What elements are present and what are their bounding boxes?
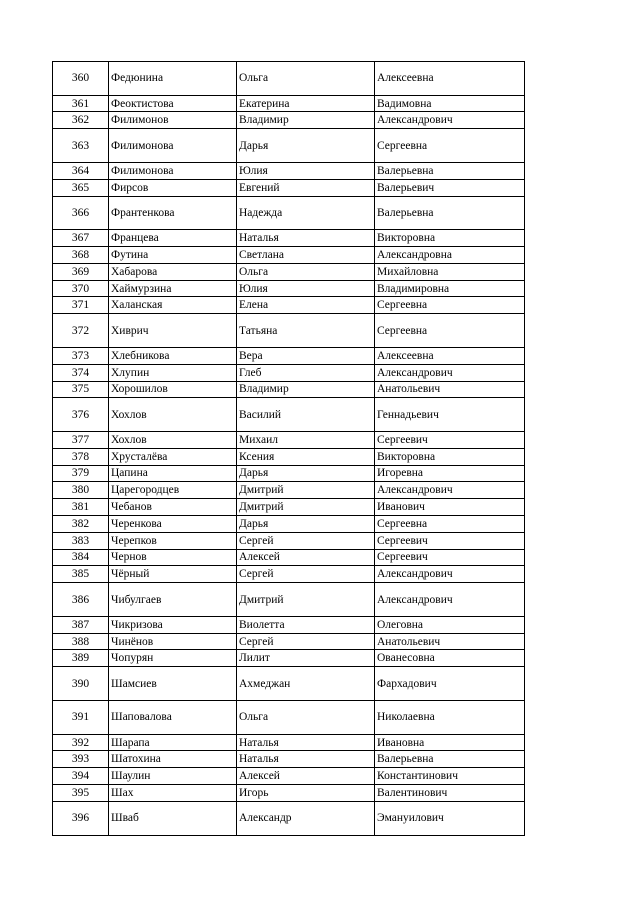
surname-cell: Шамсиев [109,667,237,701]
first-name-cell: Ольга [237,700,375,734]
row-number-cell: 365 [53,179,109,196]
table-row [53,482,525,499]
surname-cell: Хабарова [109,263,237,280]
table-row [53,448,525,465]
patronymic-cell: Николаевна [375,700,525,734]
first-name-cell: Ольга [237,263,375,280]
patronymic-cell: Игоревна [375,465,525,482]
row-number-cell: 374 [53,364,109,381]
surname-cell: Чинёнов [109,633,237,650]
surname-cell: Цапина [109,465,237,482]
first-name-cell: Виолетта [237,616,375,633]
patronymic-cell: Валерьевна [375,751,525,768]
row-number-cell: 364 [53,162,109,179]
row-number-cell: 386 [53,583,109,617]
surname-cell: Франтенкова [109,196,237,230]
first-name-cell: Василий [237,398,375,432]
patronymic-cell: Александрович [375,364,525,381]
table-row [53,432,525,449]
table-row [53,280,525,297]
row-number-cell: 372 [53,314,109,348]
row-number-cell: 379 [53,465,109,482]
patronymic-cell: Владимировна [375,280,525,297]
patronymic-cell: Ивановна [375,734,525,751]
patronymic-cell: Викторовна [375,448,525,465]
surname-cell: Шатохина [109,751,237,768]
patronymic-cell: Алексеевна [375,62,525,96]
surname-cell: Чопурян [109,650,237,667]
table-row [53,347,525,364]
table-row [53,398,525,432]
patronymic-cell: Сергеевич [375,432,525,449]
table-row [53,785,525,802]
row-number-cell: 394 [53,768,109,785]
table-row [53,95,525,112]
table-row [53,633,525,650]
patronymic-cell: Михайловна [375,263,525,280]
table-row [53,230,525,247]
row-number-cell: 395 [53,785,109,802]
row-number-cell: 361 [53,95,109,112]
row-number-cell: 377 [53,432,109,449]
first-name-cell: Сергей [237,633,375,650]
table-row [53,734,525,751]
row-number-cell: 396 [53,801,109,835]
names-table-body [53,62,525,836]
patronymic-cell: Александровна [375,247,525,264]
first-name-cell: Евгений [237,179,375,196]
first-name-cell: Елена [237,297,375,314]
first-name-cell: Дарья [237,465,375,482]
row-number-cell: 391 [53,700,109,734]
patronymic-cell: Сергеевич [375,549,525,566]
first-name-cell: Михаил [237,432,375,449]
row-number-cell: 362 [53,112,109,129]
first-name-cell: Владимир [237,112,375,129]
table-row [53,499,525,516]
first-name-cell: Дмитрий [237,583,375,617]
row-number-cell: 390 [53,667,109,701]
surname-cell: Хрусталёва [109,448,237,465]
patronymic-cell: Сергеевна [375,297,525,314]
patronymic-cell: Александрович [375,482,525,499]
table-row [53,616,525,633]
patronymic-cell: Сергеевна [375,314,525,348]
first-name-cell: Владимир [237,381,375,398]
row-number-cell: 376 [53,398,109,432]
surname-cell: Халанская [109,297,237,314]
patronymic-cell: Анатольевич [375,381,525,398]
surname-cell: Федюнина [109,62,237,96]
surname-cell: Хиврич [109,314,237,348]
table-row [53,247,525,264]
first-name-cell: Наталья [237,734,375,751]
row-number-cell: 393 [53,751,109,768]
first-name-cell: Сергей [237,532,375,549]
patronymic-cell: Александрович [375,112,525,129]
row-number-cell: 380 [53,482,109,499]
surname-cell: Хлупин [109,364,237,381]
first-name-cell: Глеб [237,364,375,381]
table-row [53,314,525,348]
surname-cell: Чёрный [109,566,237,583]
surname-cell: Чибулгаев [109,583,237,617]
first-name-cell: Лилит [237,650,375,667]
row-number-cell: 360 [53,62,109,96]
first-name-cell: Дарья [237,515,375,532]
table-row [53,768,525,785]
row-number-cell: 389 [53,650,109,667]
patronymic-cell: Валентинович [375,785,525,802]
patronymic-cell: Валерьевна [375,162,525,179]
table-row [53,297,525,314]
first-name-cell: Ахмеджан [237,667,375,701]
surname-cell: Хорошилов [109,381,237,398]
row-number-cell: 369 [53,263,109,280]
surname-cell: Феоктистова [109,95,237,112]
row-number-cell: 378 [53,448,109,465]
first-name-cell: Алексей [237,768,375,785]
patronymic-cell: Константинович [375,768,525,785]
first-name-cell: Наталья [237,751,375,768]
table-row [53,650,525,667]
first-name-cell: Татьяна [237,314,375,348]
row-number-cell: 366 [53,196,109,230]
surname-cell: Царегородцев [109,482,237,499]
surname-cell: Чебанов [109,499,237,516]
patronymic-cell: Сергеевич [375,532,525,549]
surname-cell: Черенкова [109,515,237,532]
surname-cell: Францева [109,230,237,247]
row-number-cell: 363 [53,129,109,163]
surname-cell: Хохлов [109,398,237,432]
table-row [53,179,525,196]
first-name-cell: Ксения [237,448,375,465]
surname-cell: Филимонова [109,129,237,163]
patronymic-cell: Фархадович [375,667,525,701]
names-table [52,61,525,836]
table-row [53,751,525,768]
patronymic-cell: Валерьевич [375,179,525,196]
first-name-cell: Дарья [237,129,375,163]
row-number-cell: 367 [53,230,109,247]
first-name-cell: Екатерина [237,95,375,112]
table-row [53,364,525,381]
table-row [53,381,525,398]
surname-cell: Филимонов [109,112,237,129]
patronymic-cell: Геннадьевич [375,398,525,432]
surname-cell: Шваб [109,801,237,835]
patronymic-cell: Вадимовна [375,95,525,112]
row-number-cell: 382 [53,515,109,532]
row-number-cell: 392 [53,734,109,751]
row-number-cell: 371 [53,297,109,314]
patronymic-cell: Анатольевич [375,633,525,650]
patronymic-cell: Александрович [375,566,525,583]
surname-cell: Шаповалова [109,700,237,734]
surname-cell: Фирсов [109,179,237,196]
table-row [53,549,525,566]
surname-cell: Хохлов [109,432,237,449]
first-name-cell: Наталья [237,230,375,247]
first-name-cell: Ольга [237,62,375,96]
first-name-cell: Юлия [237,280,375,297]
first-name-cell: Алексей [237,549,375,566]
table-row [53,566,525,583]
first-name-cell: Александр [237,801,375,835]
first-name-cell: Светлана [237,247,375,264]
surname-cell: Шаулин [109,768,237,785]
first-name-cell: Сергей [237,566,375,583]
patronymic-cell: Валерьевна [375,196,525,230]
row-number-cell: 384 [53,549,109,566]
surname-cell: Футина [109,247,237,264]
row-number-cell: 370 [53,280,109,297]
patronymic-cell: Иванович [375,499,525,516]
surname-cell: Хаймурзина [109,280,237,297]
table-row [53,196,525,230]
first-name-cell: Дмитрий [237,499,375,516]
surname-cell: Черепков [109,532,237,549]
row-number-cell: 368 [53,247,109,264]
patronymic-cell: Олеговна [375,616,525,633]
first-name-cell: Юлия [237,162,375,179]
surname-cell: Хлебникова [109,347,237,364]
surname-cell: Чикризова [109,616,237,633]
table-row [53,112,525,129]
surname-cell: Филимонова [109,162,237,179]
patronymic-cell: Ованесовна [375,650,525,667]
patronymic-cell: Александрович [375,583,525,617]
patronymic-cell: Алексеевна [375,347,525,364]
table-row [53,465,525,482]
patronymic-cell: Викторовна [375,230,525,247]
table-row [53,801,525,835]
surname-cell: Шарапа [109,734,237,751]
table-row [53,263,525,280]
first-name-cell: Вера [237,347,375,364]
first-name-cell: Игорь [237,785,375,802]
row-number-cell: 388 [53,633,109,650]
first-name-cell: Дмитрий [237,482,375,499]
first-name-cell: Надежда [237,196,375,230]
table-row [53,515,525,532]
surname-cell: Шах [109,785,237,802]
row-number-cell: 383 [53,532,109,549]
table-row [53,700,525,734]
row-number-cell: 385 [53,566,109,583]
table-row [53,532,525,549]
table-row [53,129,525,163]
row-number-cell: 387 [53,616,109,633]
table-row [53,162,525,179]
patronymic-cell: Сергеевна [375,129,525,163]
patronymic-cell: Эмануилович [375,801,525,835]
patronymic-cell: Сергеевна [375,515,525,532]
row-number-cell: 373 [53,347,109,364]
row-number-cell: 381 [53,499,109,516]
surname-cell: Чернов [109,549,237,566]
table-row [53,667,525,701]
table-row [53,62,525,96]
row-number-cell: 375 [53,381,109,398]
table-row [53,583,525,617]
